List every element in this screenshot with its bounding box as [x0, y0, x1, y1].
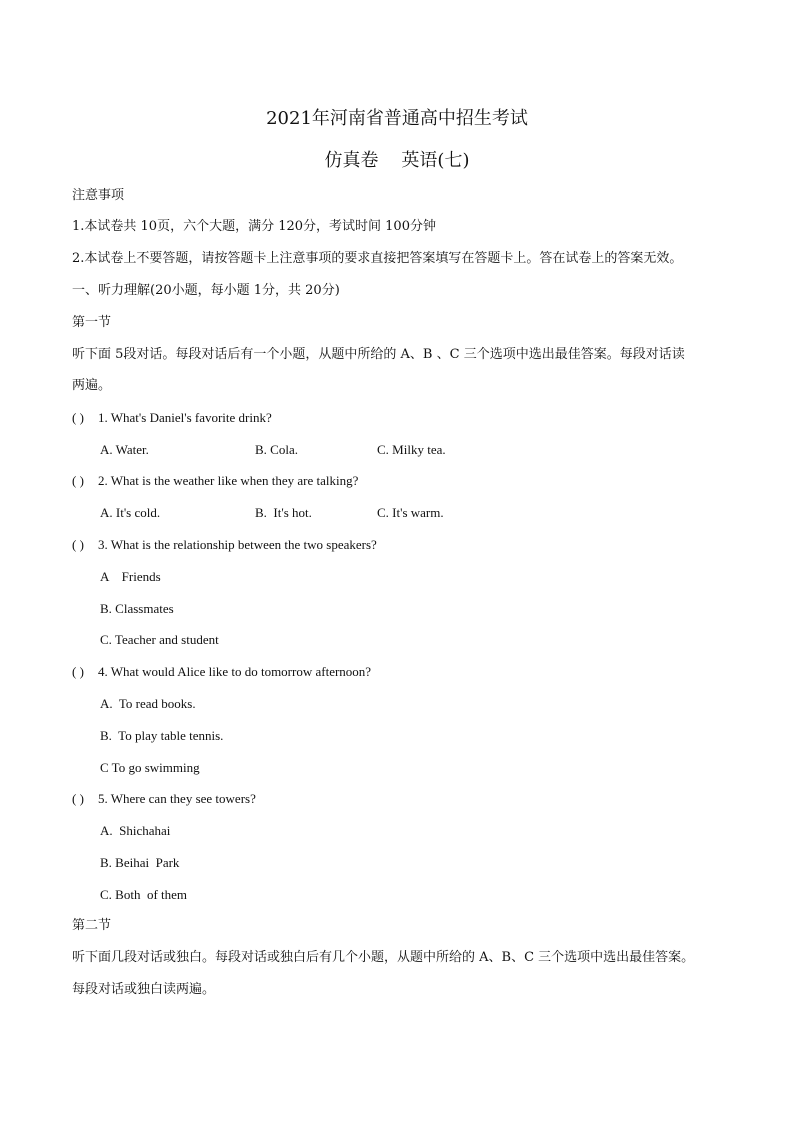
option-b: B. Classmates	[100, 601, 174, 616]
question-stem: 3. What is the relationship between the two speakers?	[98, 537, 377, 552]
section1-heading: 第一节	[72, 315, 112, 330]
option-a: A. It's cold.	[100, 505, 161, 520]
option-b: B. It's hot.	[255, 505, 312, 520]
answer-bracket: ( )	[72, 537, 84, 552]
option-c: C To go swimming	[100, 760, 200, 775]
section1-instruction-line2: 两遍。	[72, 378, 112, 393]
question-stem: 5. Where can they see towers?	[98, 791, 256, 806]
option-b: B. Cola.	[255, 442, 298, 457]
part1-heading: 一、听力理解(20小题，每小题 1分，共 20分)	[72, 283, 340, 298]
answer-bracket: ( )	[72, 664, 84, 679]
notice-heading: 注意事项	[72, 188, 125, 203]
answer-bracket: ( )	[72, 791, 84, 806]
question-stem: 4. What would Alice like to do tomorrow afternoon?	[98, 664, 372, 679]
question-4	[72, 663, 371, 681]
section2-instruction-line1: 听下面几段对话或独白。每段对话或独白后有几个小题，从题中所给的 A、B、C 三个选项中选出最佳答案。	[72, 950, 695, 965]
section1-instruction-line1: 听下面 5段对话。每段对话后有一个小题，从题中所给的 A、B 、C 三个选项中选出最佳答案。每段对话读	[72, 347, 685, 362]
notice-item-2: 2.本试卷上不要答题，请按答题卡上注意事项的要求直接把答案填写在答题卡上。答在试卷上的答案无效。	[72, 251, 683, 266]
question-3	[72, 536, 377, 554]
option-b: B. To play table tennis.	[100, 728, 224, 743]
notice-item-1: 1.本试卷共 10页，六个大题，满分 120分，考试时间 100分钟	[72, 219, 436, 234]
question-1	[72, 409, 272, 427]
question-5	[72, 790, 256, 808]
option-a: A. To read books.	[100, 696, 196, 711]
question-stem: 2. What is the weather like when they are talking?	[98, 473, 359, 488]
option-a: A Friends	[100, 569, 161, 584]
section2-instruction-line2: 每段对话或独白读两遍。	[72, 982, 216, 997]
option-c: C. Milky tea.	[377, 442, 446, 457]
question-stem: 1. What's Daniel's favorite drink?	[98, 410, 272, 425]
section2-heading: 第二节	[72, 918, 112, 933]
option-a: A. Water.	[100, 442, 149, 457]
question-2	[72, 472, 358, 490]
exam-title: 2021年河南省普通高中招生考试	[266, 108, 528, 129]
option-b: B. Beihai Park	[100, 855, 180, 870]
exam-subtitle: 仿真卷 英语(七)	[324, 150, 470, 171]
option-c: C. Both of them	[100, 887, 188, 902]
option-c: C. Teacher and student	[100, 632, 219, 647]
answer-bracket: ( )	[72, 410, 84, 425]
option-a: A. Shichahai	[100, 823, 171, 838]
option-c: C. It's warm.	[377, 505, 444, 520]
answer-bracket: ( )	[72, 473, 84, 488]
